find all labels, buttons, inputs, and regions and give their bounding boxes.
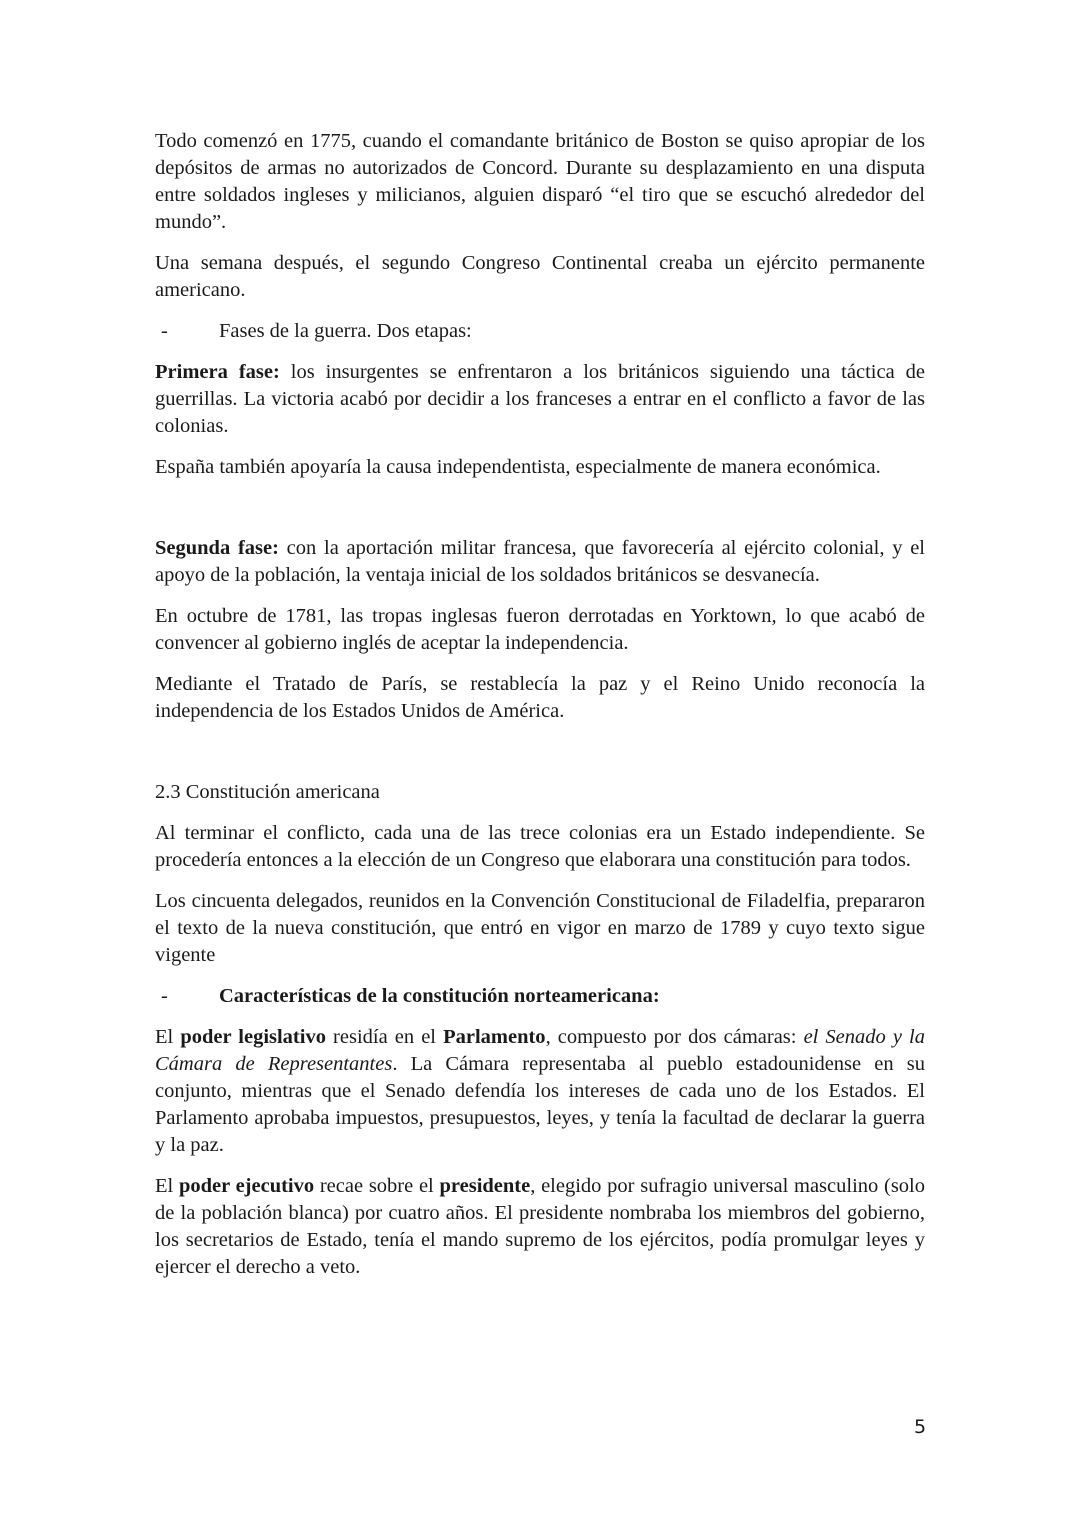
second-phase-label: Segunda fase: (155, 537, 279, 559)
paragraph-treaty-of-paris: Mediante el Tratado de París, se restablecía la paz y el Reino Unido reconocía la independencia de los Estados Unidos de América. (155, 673, 925, 722)
paragraph-first-phase: Primera fase: los insurgentes se enfrentaron a los británicos siguiendo una táctica de guerrillas. La victoria acabó por decidir a los franceses a entrar en el conflicto a favor de las colonias. (155, 361, 925, 437)
first-phase-label: Primera fase: (155, 361, 280, 383)
paragraph-legislative-power: El poder legislativo residía en el Parlamento, compuesto por dos cámaras: el Senado y la Cámara de Representantes. La Cámara representaba al pueblo estadounidense en su conjunto, mientras que el Senado defendía los intereses de cada uno de los Estados. El Parlamento aprobaba impuestos, presupuestos, leyes, y tenía la facultad de declarar la guerra y la paz. (155, 1026, 925, 1156)
document-body (155, 128, 925, 1281)
page-number: 5 (914, 1416, 927, 1438)
paragraph-philadelphia-convention: Los cincuenta delegados, reunidos en la Convención Constitucional de Filadelfia, prepararon el texto de la nueva constitución, que entró en vigor en marzo de 1789 y cuyo texto sigue vigente (155, 890, 925, 966)
paragraph-second-phase: Segunda fase: con la aportación militar francesa, que favorecería al ejército colonial, y el apoyo de la población, la ventaja inicial de los soldados británicos se desvanecía. (155, 537, 925, 586)
bullet-text: Fases de la guerra. Dos etapas: (219, 320, 472, 342)
section-heading: 2.3 Constitución americana (155, 781, 380, 803)
paragraph-spain-support: España también apoyaría la causa independentista, especialmente de manera económica. (155, 456, 881, 478)
paragraph-yorktown: En octubre de 1781, las tropas inglesas fueron derrotadas en Yorktown, lo que acabó de convencer al gobierno inglés de aceptar la independencia. (155, 605, 925, 654)
paragraph-origin-of-war: Todo comenzó en 1775, cuando el comandante británico de Boston se quiso apropiar de los depósitos de armas no autorizados de Concord. Durante su desplazamiento en una disputa entre soldados ingleses y milicianos, alguien disparó “el tiro que se escuchó alrededor del mundo”. (155, 130, 925, 233)
bullet-text: Características de la constitución norteamericana: (219, 985, 660, 1007)
bullet-dash: - (161, 320, 168, 342)
paragraph-continental-army: Una semana después, el segundo Congreso Continental creaba un ejército permanente americano. (155, 252, 925, 301)
bullet-constitution-features (155, 983, 925, 1010)
paragraph-executive-power: El poder ejecutivo recae sobre el presidente, elegido por sufragio universal masculino (solo de la población blanca) por cuatro años. El presidente nombraba los miembros del gobierno, los secretarios de Estado, tenía el mando supremo de los ejércitos, podía promulgar leyes y ejercer el derecho a veto. (155, 1175, 925, 1278)
paragraph-thirteen-colonies: Al terminar el conflicto, cada una de las trece colonias era un Estado independiente. Se procedería entonces a la elección de un Congreso que elaborara una constitución para todos. (155, 822, 925, 871)
bullet-dash: - (161, 985, 168, 1007)
bullet-war-phases (155, 318, 925, 345)
